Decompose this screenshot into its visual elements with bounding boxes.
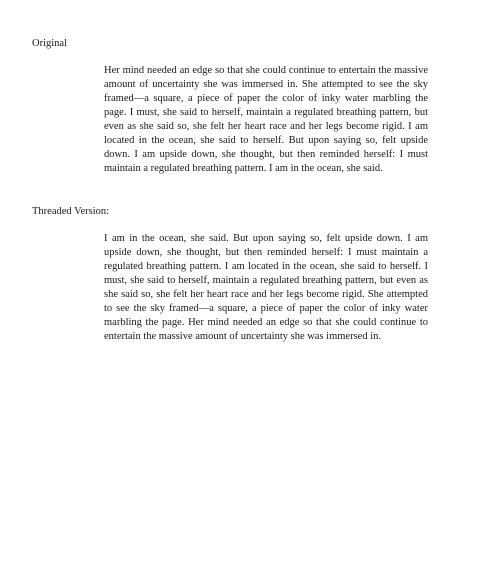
threaded-version-heading: Threaded Version: — [32, 206, 110, 217]
original-heading: Original — [32, 38, 67, 49]
threaded-version-paragraph: I am in the ocean, she said. But upon saying so, felt upside down. I am upside down, she thought, but then reminded herself: I must maintain a regulated breathing pattern. I am located in the ocean, she said to herself. I must, she said to herself, maintain a regulated breathing pattern, but even as she said so, she felt her heart race and her legs become rigid. She attempted to see the sky framed—a square, a piece of paper the color of inky water marbling the page. Her mind needed an edge so that she could continue to entertain the massive amount of uncertainty she was immersed in. — [104, 233, 428, 342]
original-paragraph: Her mind needed an edge so that she could continue to entertain the massive amount of uncertainty she was immersed in. She attempted to see the sky framed—a square, a piece of paper the color of inky water marbling the page. I must, she said to herself, maintain a regulated breathing pattern, but even as she said so, she felt her heart race and her legs become rigid. I am located in the ocean, she said to herself. But upon saying so, felt upside down. I am upside down, she thought, but then reminded herself: I must maintain a regulated breathing pattern. I am in the ocean, she said. — [104, 65, 428, 174]
